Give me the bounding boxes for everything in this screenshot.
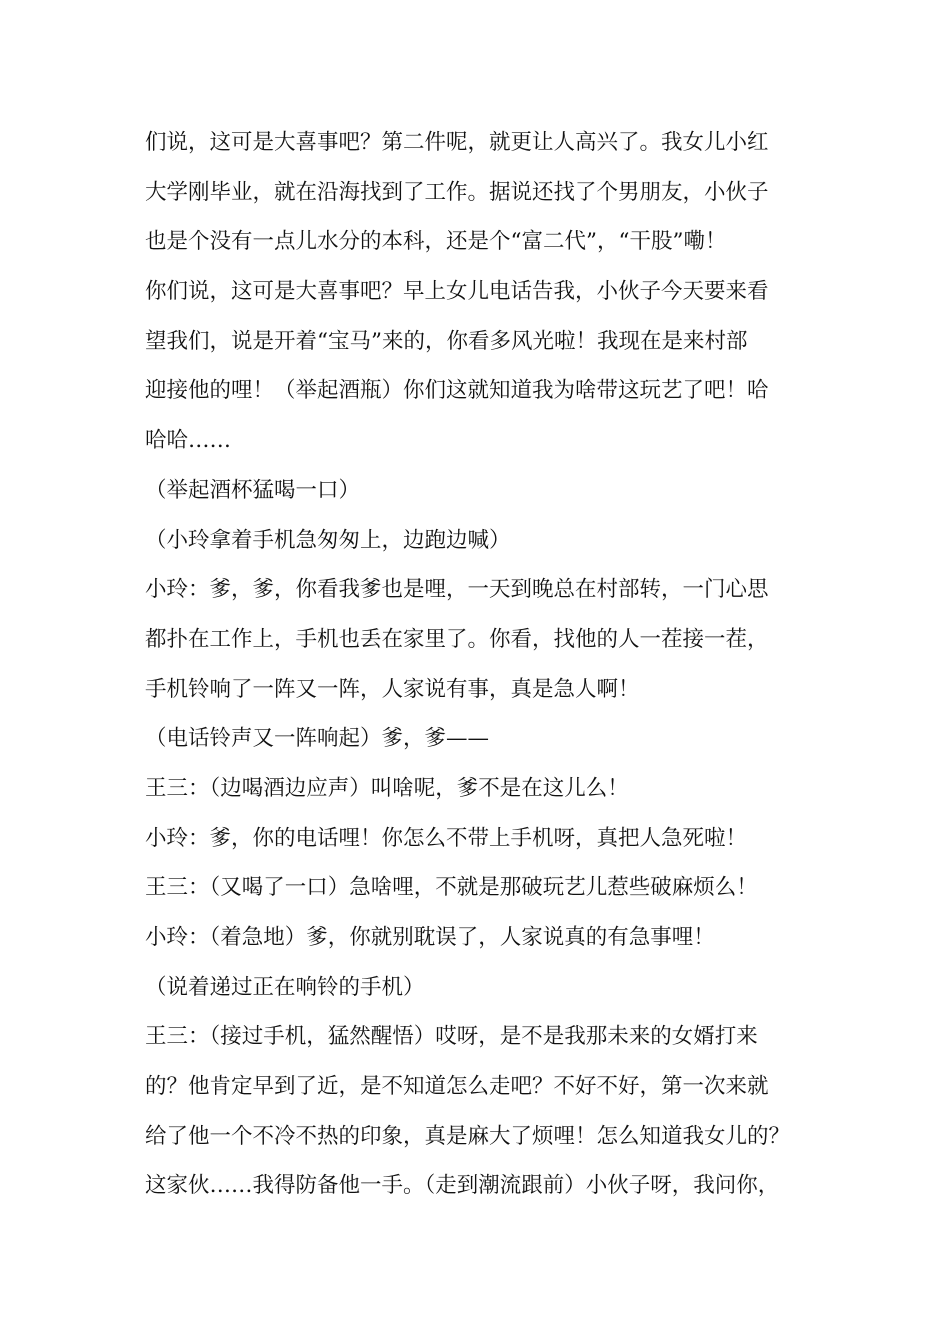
text-line: 的？他肯定早到了近，是不知道怎么走吧？不好不好，第一次来就 (145, 1074, 769, 1100)
text-line: 你们说，这可是大喜事吧？早上女儿电话告我，小伙子今天要来看 (145, 279, 769, 305)
stage-direction: （小玲拿着手机急匆匆上，边跑边喊） (145, 527, 511, 553)
dialogue-line: 小玲：爹，你的电话哩！你怎么不带上手机呀，真把人急死啦！ (145, 825, 748, 851)
text-line: 望我们，说是开着“宝马”来的，你看多风光啦！我现在是来村部 (145, 328, 748, 354)
text-line: 哈哈…… (145, 428, 232, 454)
text-line: 大学刚毕业，就在沿海找到了工作。据说还找了个男朋友，小伙子 (145, 179, 769, 205)
dialogue-line: 小玲：（着急地）爹，你就别耽误了，人家说真的有急事哩！ (145, 925, 715, 950)
text-line: 们说，这可是大喜事吧？第二件呢，就更让人高兴了。我女儿小红 (145, 130, 769, 155)
text-line: 迎接他的哩！（举起酒瓶）你们这就知道我为啥带这玩艺了吧！哈 (145, 378, 769, 404)
dialogue-line: 小玲：爹，爹，你看我爹也是哩，一天到晚总在村部转，一门心思 (145, 577, 769, 603)
script-text (145, 118, 825, 1211)
text-line: 给了他一个不冷不热的印象，真是麻大了烦哩！怎么知道我女儿的？ (145, 1123, 791, 1149)
dialogue-line: 王三：（又喝了一口）急啥哩，不就是那破玩艺儿惹些破麻烦么！ (145, 875, 758, 901)
stage-direction: （说着递过正在响铃的手机） (145, 974, 425, 1000)
stage-direction: （电话铃声又一阵响起）爹，爹—— (145, 726, 490, 752)
text-line: 手机铃响了一阵又一阵，人家说有事，真是急人啊！ (145, 676, 640, 702)
dialogue-line: 王三：（边喝酒边应声）叫啥呢，爹不是在这儿么！ (145, 775, 629, 801)
dialogue-line: 王三：（接过手机，猛然醒悟）哎呀，是不是我那未来的女婿打来 (145, 1024, 758, 1050)
text-line: 也是个没有一点儿水分的本科，还是个“富二代”，“干股”嘞！ (145, 229, 727, 255)
text-line: 这家伙……我得防备他一手。（走到潮流跟前）小伙子呀，我问你， (145, 1173, 780, 1199)
stage-direction: （举起酒杯猛喝一口） (145, 477, 361, 503)
text-line: 都扑在工作上，手机也丢在家里了。你看，找他的人一茬接一茬， (145, 626, 769, 652)
